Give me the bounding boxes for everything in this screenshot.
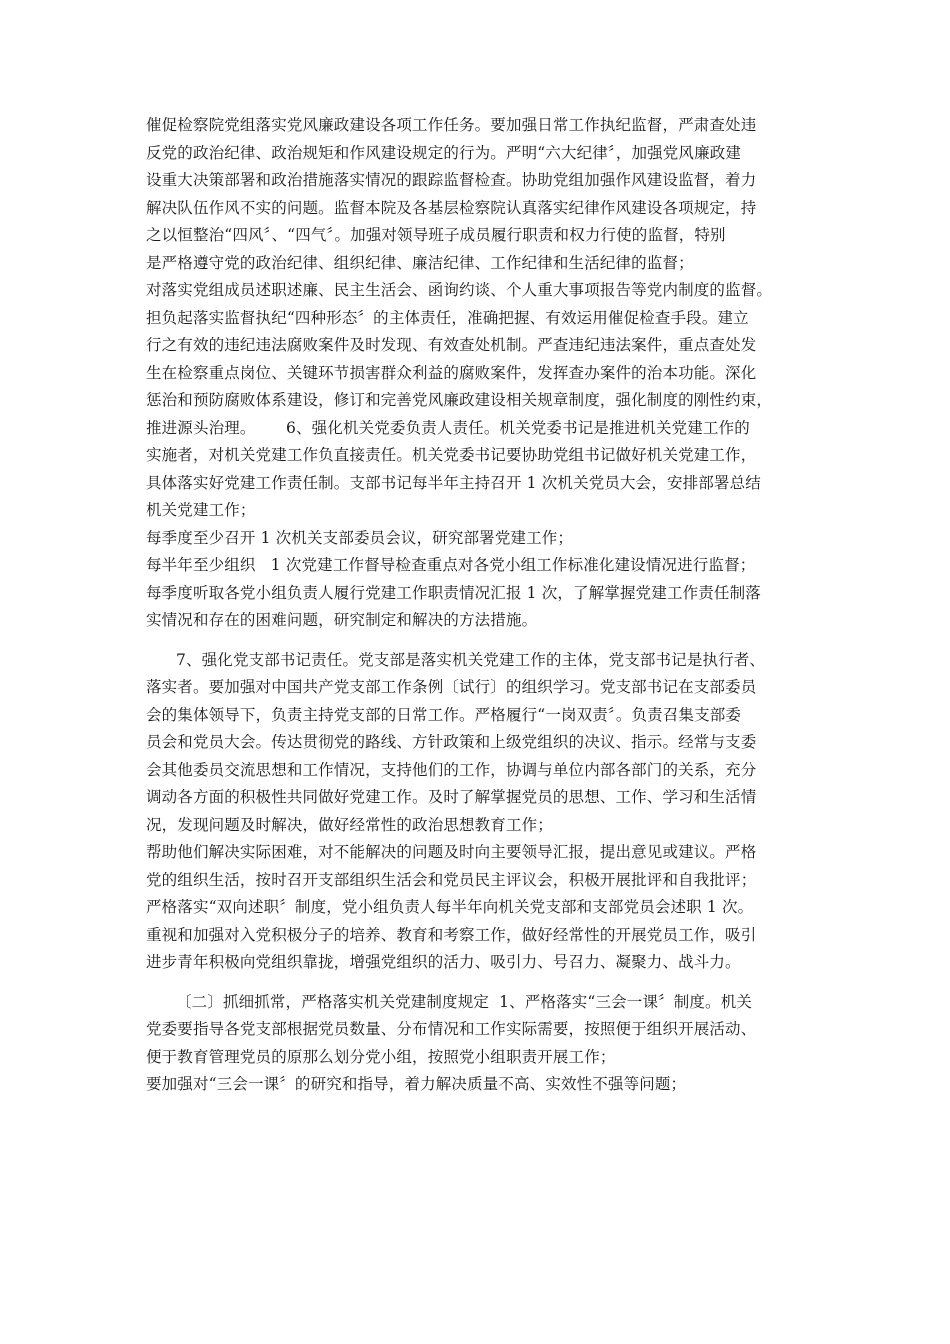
text-line: 推进源头治理。 6、强化机关党委负责人责任。机关党委书记是推进机关党建工作的 <box>146 418 750 437</box>
text-line: 担负起落实监督执纪“四种形态〞的主体责任，准确把握、有效运用催促检查手段。建立 <box>146 308 749 327</box>
text-line: 党的组织生活，按时召开支部组织生活会和党员民主评议会，积极开展批评和自我批评； <box>146 870 757 889</box>
text-line: 员会和党员大会。传达贯彻党的路线、方针政策和上级党组织的决议、指示。经常与支委 <box>146 733 757 751</box>
text-line: 是严格遵守党的政治纪律、组织纪律、廉洁纪律、工作纪律和生活纪律的监督； <box>146 253 694 272</box>
paragraph-3 <box>146 989 806 1099</box>
text-line: 会的集体领导下，负责主持党支部的日常工作。严格履行“一岗双责〞。负责召集支部委 <box>146 705 742 724</box>
text-line: 反党的政治纪律、政治规矩和作风建设规定的行为。严明“六大纪律〞，加强党风廉政建 <box>146 143 742 162</box>
text-line: 便于教育管理党员的原那么划分党小组，按照党小组职责开展工作； <box>146 1047 616 1066</box>
text-line: 帮助他们解决实际困难，对不能解决的问题及时向主要领导汇报，提出意见或建议。严格 <box>146 843 757 861</box>
text-line: 具体落实好党建工作责任制。支部书记每半年主持召开 1 次机关党员大会，安排部署总结 <box>146 473 761 492</box>
text-line: 惩治和预防腐败体系建设，修订和完善党风廉政建设相关规章制度，强化制度的刚性约束， <box>146 391 773 409</box>
text-line: 行之有效的违纪违法腐败案件及时发现、有效查处机制。严查违纪违法案件，重点查处发 <box>146 336 757 354</box>
text-line: 实情况和存在的困难问题，研究制定和解决的方法措施。 <box>146 611 538 629</box>
text-line: 实施者，对机关党建工作负直接责任。机关党委书记要协助党组书记做好机关党建工作， <box>146 446 757 464</box>
text-line: 党委要指导各党支部根据党员数量、分布情况和工作实际需要，按照便于组织开展活动、 <box>146 1020 757 1038</box>
text-line: 每季度至少召开 1 次机关支部委员会议，研究部署党建工作； <box>146 528 574 547</box>
text-line: 落实者。要加强对中国共产党支部工作条例〔试行〕的组织学习。党支部书记在支部委员 <box>146 678 757 696</box>
text-line: 要加强对“三会一课〞的研究和指导，着力解决质量不高、实效性不强等问题； <box>146 1075 687 1093</box>
text-line: 每半年至少组织 1 次党建工作督导检查重点对各党小组工作标准化建设情况进行监督； <box>146 556 756 574</box>
text-line: 每季度听取各党小组负责人履行党建工作职责情况汇报 1 次，了解掌握党建工作责任制落 <box>146 583 761 602</box>
text-line: 会其他委员交流思想和工作情况，支持他们的工作，协调与单位内部各部门的关系，充分 <box>146 760 757 779</box>
text-line: 生在检察重点岗位、关键环节损害群众利益的腐败案件，发挥查办案件的治本功能。深化 <box>146 363 757 382</box>
paragraph-1 <box>146 112 806 635</box>
text-line: 严格落实“双向述职〞制度，党小组负责人每半年向机关党支部和支部党员会述职 1 次。 <box>146 898 754 916</box>
document-page <box>146 112 806 1099</box>
text-line: 机关党建工作； <box>146 501 256 519</box>
text-line: 重视和加强对入党积极分子的培养、教育和考察工作，做好经常性的开展党员工作，吸引 <box>146 925 757 944</box>
text-line: 对落实党组成员述职述廉、民主生活会、函询约谈、个人重大事项报告等党内制度的监督。 <box>146 281 773 299</box>
text-line: 况，发现问题及时解决，做好经常性的政治思想教育工作； <box>146 815 553 834</box>
text-line: 7、强化党支部书记责任。党支部是落实机关党建工作的主体，党支部书记是执行者、 <box>176 650 766 669</box>
text-line: 解决队伍作风不实的问题。监督本院及各基层检察院认真落实纪律作风建设各项规定，持 <box>146 198 757 217</box>
text-line: 催促检察院党组落实党风廉政建设各项工作任务。要加强日常工作执纪监督，严肃查处违 <box>146 116 757 134</box>
text-line: 〔二〕抓细抓常，严格落实机关党建制度规定 1、严格落实“三会一课〞制度。机关 <box>176 992 752 1011</box>
text-line: 设重大决策部署和政治措施落实情况的跟踪监督检查。协助党组加强作风建设监督，着力 <box>146 171 757 189</box>
paragraph-2 <box>146 647 806 977</box>
text-line: 调动各方面的积极性共同做好党建工作。及时了解掌握党员的思想、工作、学习和生活情 <box>146 788 757 806</box>
text-line: 进步青年积极向党组织靠拢，增强党组织的活力、吸引力、号召力、凝聚力、战斗力。 <box>146 953 741 971</box>
text-line: 之以恒整治“四风〞、“四气〞。加强对领导班子成员履行职责和权力行使的监督，特别 <box>146 226 726 244</box>
